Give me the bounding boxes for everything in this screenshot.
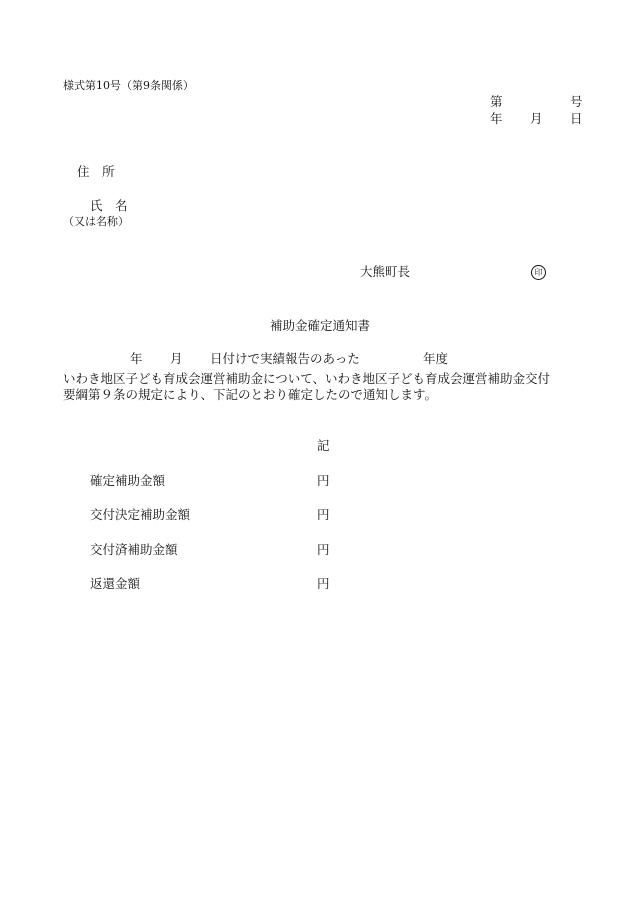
document-title: 補助金確定通知書	[270, 318, 371, 333]
form-number: 様式第10号（第9条関係）	[63, 79, 194, 92]
item-label: 交付済補助金額	[90, 542, 178, 557]
date-year: 年	[490, 111, 503, 126]
seal-mark: 印	[531, 265, 546, 280]
issuer-title: 大熊町長	[360, 264, 411, 279]
date-month: 月	[530, 111, 543, 126]
body-line-3: 要綱第９条の規定により、下記のとおり確定したので通知します。	[63, 387, 438, 402]
number-prefix: 第	[490, 94, 503, 109]
item-unit: 円	[317, 473, 330, 488]
body-month: 月	[170, 351, 183, 366]
item-unit: 円	[317, 542, 330, 557]
item-unit: 円	[317, 576, 330, 591]
body-paragraph	[63, 371, 588, 403]
body-fiscal-year: 年度	[423, 351, 449, 366]
item-label: 確定補助金額	[90, 473, 166, 488]
date-day: 日	[570, 111, 583, 126]
body-year: 年	[130, 351, 143, 366]
item-unit: 円	[317, 507, 330, 522]
body-line-2: いわき地区子ども育成会運営補助金について、いわき地区子ども育成会運営補助金交付	[63, 371, 551, 386]
name-label: 氏 名	[90, 198, 128, 213]
body-reported-text: 日付けで実績報告のあった	[210, 351, 360, 366]
number-suffix: 号	[570, 94, 583, 109]
address-label: 住 所	[77, 164, 115, 179]
note-heading: 記	[317, 438, 330, 453]
item-label: 返還金額	[90, 576, 141, 591]
name-note: （又は名称）	[63, 215, 129, 228]
item-label: 交付決定補助金額	[90, 507, 191, 522]
